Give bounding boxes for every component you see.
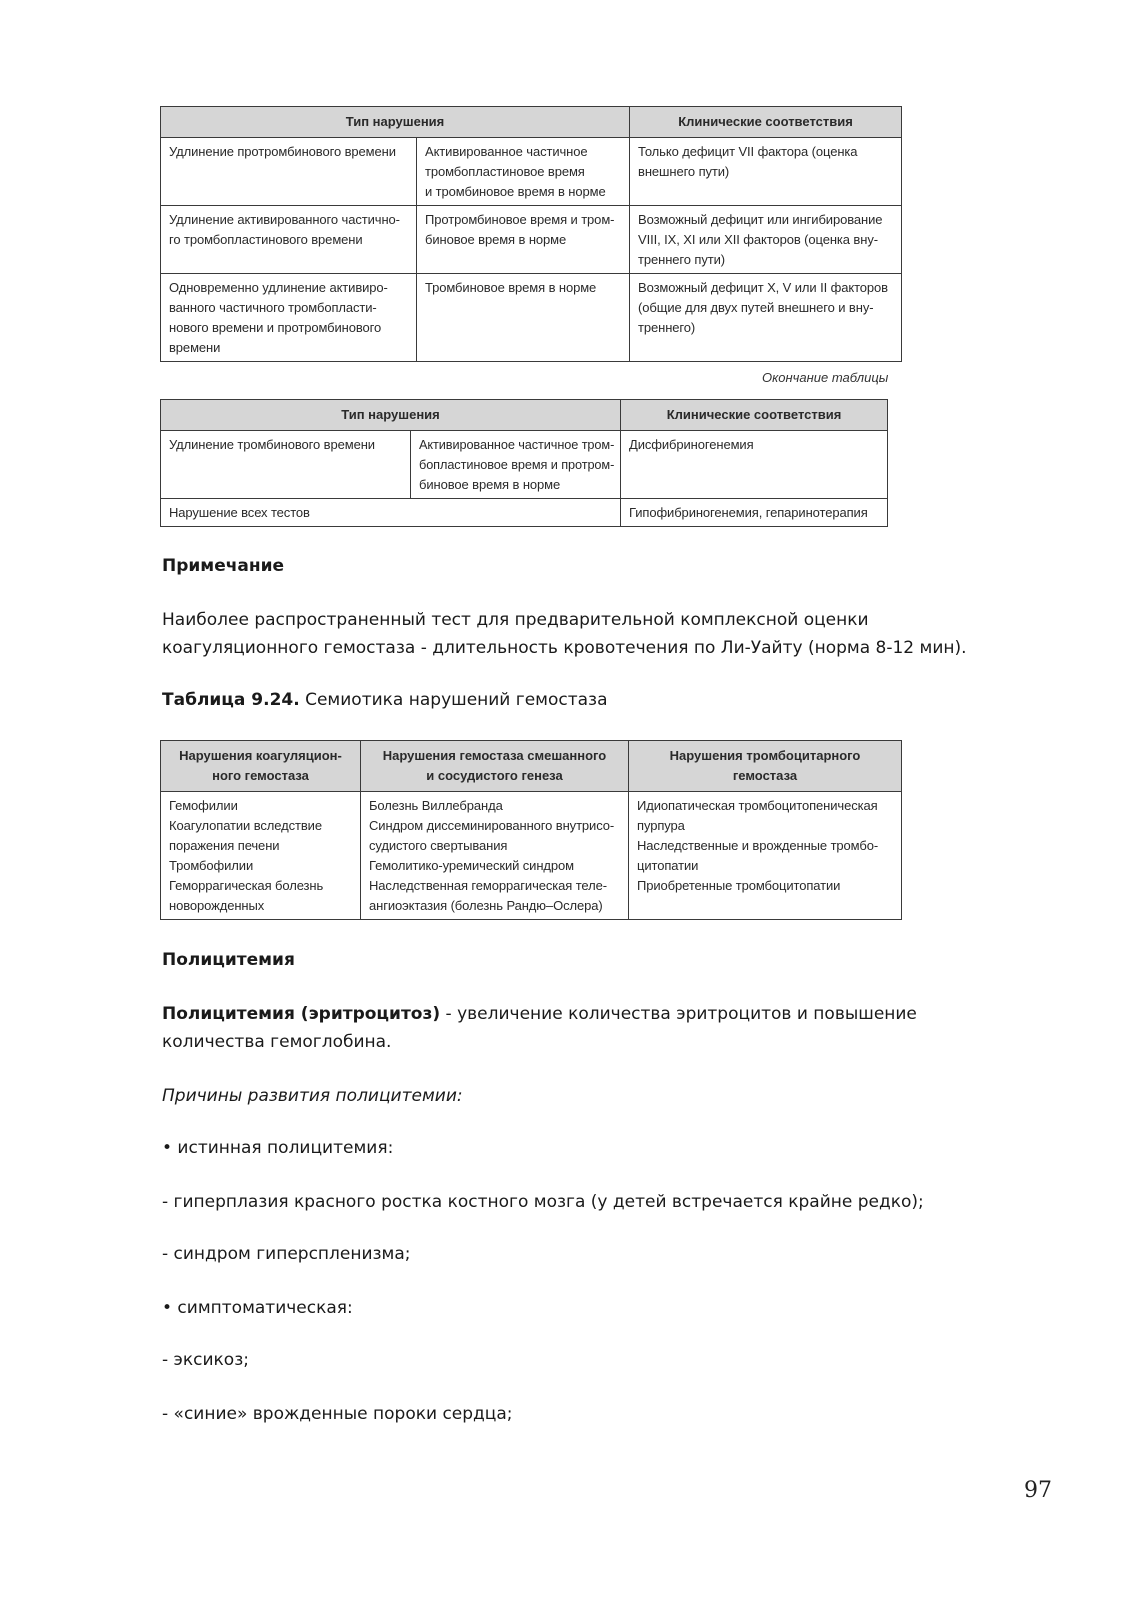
list-item: - гиперплазия красного ростка костного мозга (у детей встречается крайне редко); (162, 1192, 924, 1212)
table-row (161, 206, 902, 274)
definition-text: - увеличение количества эритроцитов и повышение (440, 1004, 917, 1024)
header-clinical-correspondence: Клинические соответствия (621, 400, 888, 431)
cell-text-line: Наследственная геморрагическая теле- (369, 878, 607, 893)
table-cell (630, 138, 902, 206)
table-row (161, 138, 902, 206)
cell-text-line: Только дефицит VII фактора (оценка (638, 144, 858, 159)
platelet-disorders-cell (629, 792, 902, 920)
cell-text-line: Коагулопатии вследствие (169, 818, 322, 833)
cell-text-line: Синдром диссеминированного внутрисо- (369, 818, 615, 833)
cell-text-line: го тромбопластинового времени (169, 232, 363, 247)
table-title: Семиотика нарушений гемостаза (299, 690, 608, 710)
cell-text-line: Возможный дефицит X, V или II факторов (638, 280, 888, 295)
cell-text-line: (общие для двух путей внешнего и вну- (638, 300, 874, 315)
cell-text-line: биновое время в норме (425, 232, 567, 247)
table-row (161, 499, 888, 527)
page-number: 97 (1024, 1478, 1052, 1503)
coagulation-tests-table-continued (160, 399, 888, 527)
table-cell (417, 206, 630, 274)
definition-term: Полицитемия (эритроцитоз) (162, 1004, 441, 1024)
cell-text-line: поражения печени (169, 838, 280, 853)
cell-text-line: треннего) (638, 320, 696, 335)
cell-text-line: Наследственные и врожденные тромбо- (637, 838, 879, 853)
polycythemia-heading: Полицитемия (162, 950, 295, 970)
table-header-cell (361, 741, 629, 792)
cell-text-line: Приобретенные тромбоцитопатии (637, 878, 841, 893)
table-header-row (161, 400, 888, 431)
cell-text-line: внешнего пути) (638, 164, 730, 179)
coagulation-tests-table (160, 106, 902, 362)
cell-text-line: Тромбофилии (169, 858, 254, 873)
mixed-disorders-cell (361, 792, 629, 920)
header-disorder-type: Тип нарушения (161, 400, 621, 431)
cell-text-line: Болезнь Виллебранда (369, 798, 503, 813)
cell-text-line: ванного частичного тромбопласти- (169, 300, 377, 315)
table-row (161, 431, 888, 499)
cell-text-line: Активированное частичное (425, 144, 588, 159)
note-text-line-1: Наиболее распространенный тест для предварительной комплексной оценки (162, 610, 869, 630)
cell-text-line: Тромбиновое время в норме (425, 280, 597, 295)
coagulation-disorders-cell (161, 792, 361, 920)
table-row (161, 792, 902, 920)
cell-text-line: судистого свертывания (369, 838, 508, 853)
cell-text-line: Возможный дефицит или ингибирование (638, 212, 883, 227)
table-cell (161, 274, 417, 362)
header-disorder-type: Тип нарушения (161, 107, 630, 138)
cell-text-line: Одновременно удлинение активиро- (169, 280, 388, 295)
cell-text-line: тромбопластиновое время (425, 164, 585, 179)
table-cell (417, 274, 630, 362)
table-header-cell (161, 741, 361, 792)
table-header-row (161, 107, 902, 138)
table-cell (621, 431, 888, 499)
cell-text-line: Нарушение всех тестов (169, 505, 310, 520)
cell-text-line: Гемофилии (169, 798, 238, 813)
cell-text-line: Геморрагическая болезнь (169, 878, 324, 893)
table-cell (161, 206, 417, 274)
table-cell (411, 431, 621, 499)
list-item: - «синие» врожденные пороки сердца; (162, 1404, 513, 1424)
table-cell (621, 499, 888, 527)
cell-text-line: Дисфибриногенемия (629, 437, 754, 452)
table-cell (630, 274, 902, 362)
table-cell (630, 206, 902, 274)
table-caption (162, 686, 608, 714)
table-row (161, 274, 902, 362)
polycythemia-definition-line-2: количества гемоглобина. (162, 1032, 392, 1052)
cell-text-line: пурпура (637, 818, 685, 833)
list-item: • истинная полицитемия: (162, 1138, 394, 1158)
cell-text-line: нового времени и протромбинового (169, 320, 382, 335)
table-number: Таблица 9.24. (162, 690, 300, 710)
cell-text-line: бопластиновое время и протром- (419, 457, 615, 472)
note-text-line-2: коагуляционного гемостаза - длительность кровотечения по Ли-Уайту (норма 8-12 мин). (162, 638, 967, 658)
cell-text-line: Нарушения гемостаза смешанного (382, 748, 607, 763)
list-item: - синдром гиперспленизма; (162, 1244, 411, 1264)
cell-text-line: Активированное частичное тром- (419, 437, 615, 452)
table-cell (161, 138, 417, 206)
cell-text-line: времени (169, 340, 221, 355)
cell-text-line: Удлинение тромбинового времени (169, 437, 375, 452)
cell-text-line: Нарушения тромбоцитарного (669, 748, 861, 763)
list-item: • симптоматическая: (162, 1298, 353, 1318)
note-heading: Примечание (162, 556, 285, 576)
table-cell (161, 431, 411, 499)
cell-text-line: ного гемостаза (212, 768, 309, 783)
hemostasis-semiotics-table (160, 740, 902, 920)
cell-text-line: Гипофибриногенемия, гепаринотерапия (629, 505, 868, 520)
cell-text-line: VIII, IX, XI или XII факторов (оценка вну- (638, 232, 878, 247)
causes-heading: Причины развития полицитемии: (162, 1086, 463, 1106)
cell-text-line: и тромбиновое время в норме (425, 184, 606, 199)
cell-text-line: Удлинение активированного частично- (169, 212, 400, 227)
cell-text-line: цитопатии (637, 858, 699, 873)
cell-text-line: гемостаза (732, 768, 798, 783)
cell-text-line: треннего пути) (638, 252, 726, 267)
table-header-row (161, 741, 902, 792)
cell-text-line: биновое время в норме (419, 477, 561, 492)
list-item: - эксикоз; (162, 1350, 249, 1370)
table-end-label: Окончание таблицы (762, 370, 889, 385)
polycythemia-definition-line-1 (162, 1000, 917, 1028)
table-cell (161, 499, 621, 527)
table-cell (417, 138, 630, 206)
table-header-cell (629, 741, 902, 792)
cell-text-line: ангиоэктазия (болезнь Рандю–Ослера) (369, 898, 603, 913)
cell-text-line: Гемолитико-уремический синдром (369, 858, 575, 873)
cell-text-line: Идиопатическая тромбоцитопеническая (637, 798, 878, 813)
cell-text-line: новорожденных (169, 898, 265, 913)
cell-text-line: Нарушения коагуляцион- (179, 748, 342, 763)
cell-text-line: и сосудистого генеза (426, 768, 563, 783)
header-clinical-correspondence: Клинические соответствия (630, 107, 902, 138)
cell-text-line: Удлинение протромбинового времени (169, 144, 396, 159)
cell-text-line: Протромбиновое время и тром- (425, 212, 615, 227)
